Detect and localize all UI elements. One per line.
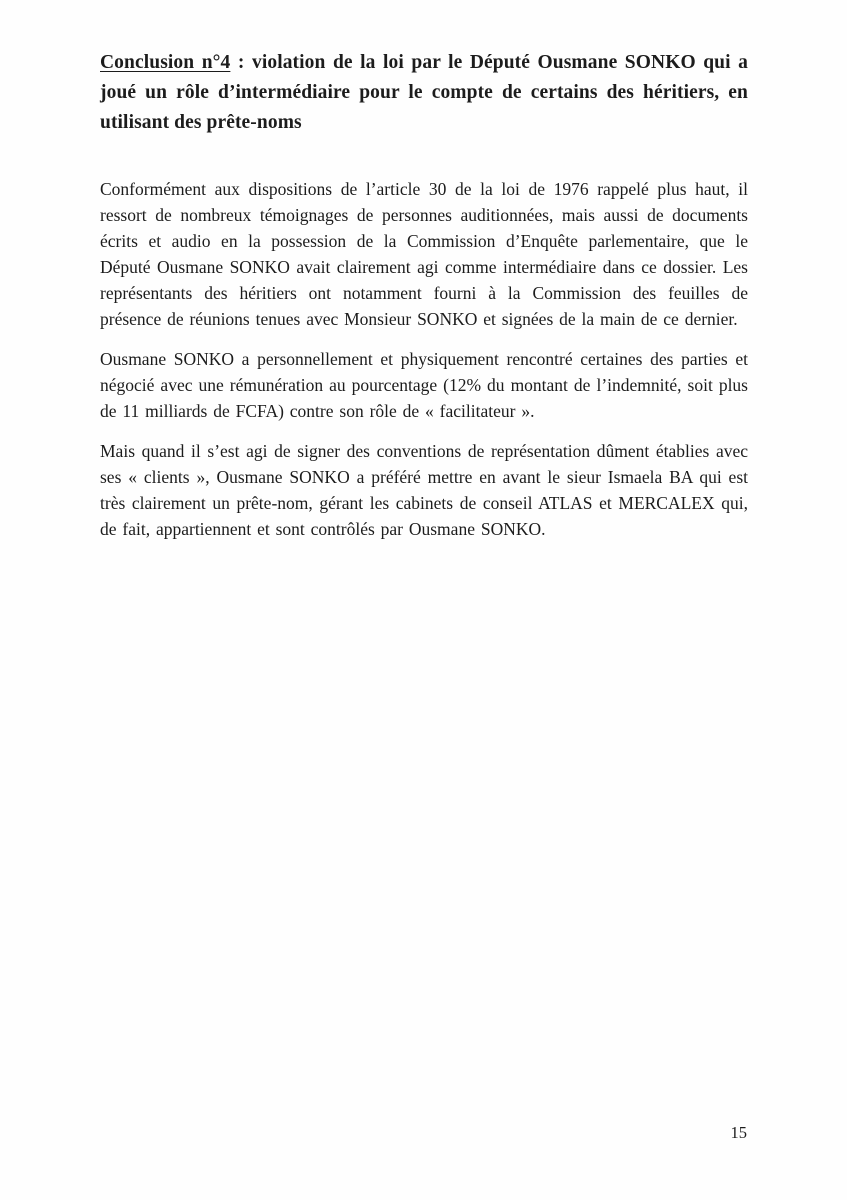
heading-underlined-part: Conclusion n°4 [100,52,231,73]
heading-rest-part: : violation de la loi par le Député Ousmane SONKO qui a joué un rôle d’intermédiaire pour le compte de certains des héritiers, en utilisant des prête-noms [100,52,748,133]
paragraph-1: Conformément aux dispositions de l’article 30 de la loi de 1976 rappelé plus haut, il ressort de nombreux témoignages de personnes auditionnées, mais aussi de documents écrits et audio en la possession de la Commission d’Enquête parlementaire, que le Député Ousmane SONKO avait clairement agi comme intermédiaire dans ce dossier. Les représentants des héritiers ont notamment fourni à la Commission des feuilles de présence de réunions tenues avec Monsieur SONKO et signées de la main de ce dernier. [100,179,748,329]
paragraph-2: Ousmane SONKO a personnellement et physiquement rencontré certaines des parties et négocié avec une rémunération au pourcentage (12% du montant de l’indemnité, soit plus de 11 milliards de FCFA) contre son rôle de « facilitateur ». [100,349,748,421]
document-content [100,48,748,556]
page-number: 15 [730,1123,747,1142]
section-heading [100,48,748,138]
paragraph-3: Mais quand il s’est agi de signer des conventions de représentation dûment établies avec ses « clients », Ousmane SONKO a préféré mettre en avant le sieur Ismaela BA qui est très clairement un prête-nom, gérant les cabinets de conseil ATLAS et MERCALEX qui, de fait, appartiennent et sont contrôlés par Ousmane SONKO. [100,441,748,539]
